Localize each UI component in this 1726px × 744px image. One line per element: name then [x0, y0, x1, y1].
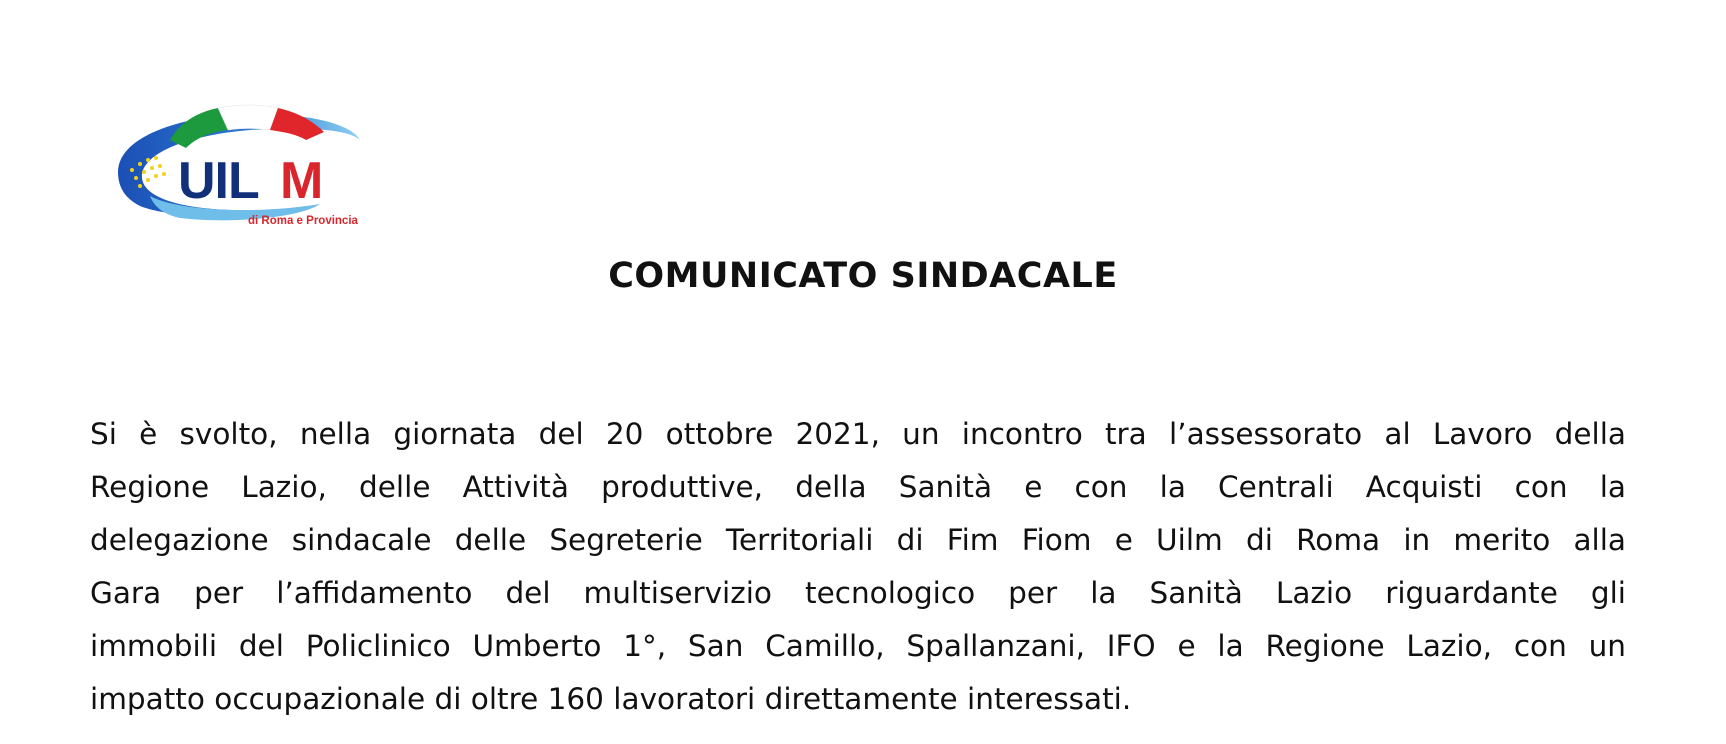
paragraph-line: Regione Lazio, delle Attività produttive, della Sanità e con la Centrali Acquisti con la	[90, 470, 1626, 504]
paragraph-line: Gara per l’affidamento del multiservizio tecnologico per la Sanità Lazio riguardante gli	[90, 576, 1626, 610]
paragraph-line: immobili del Policlinico Umberto 1°, San Camillo, Spallanzani, IFO e la Regione Lazio, con un	[90, 629, 1626, 663]
logo-letters-uil: UIL	[178, 152, 259, 210]
paragraph-line: impatto occupazionale di oltre 160 lavoratori direttamente interessati.	[90, 682, 1132, 716]
paragraph-line: Si è svolto, nella giornata del 20 ottobre 2021, un incontro tra l’assessorato al Lavoro della	[90, 417, 1626, 451]
paragraph-line: delegazione sindacale delle Segreterie Territoriali di Fim Fiom e Uilm di Roma in merito alla	[90, 523, 1626, 557]
logo-letter-m: M	[280, 152, 324, 210]
document-paragraph	[90, 408, 1626, 726]
document-title: COMUNICATO SINDACALE	[608, 256, 1118, 296]
logo-subtitle: di Roma e Provincia	[248, 215, 358, 227]
uilm-logo	[110, 100, 400, 240]
